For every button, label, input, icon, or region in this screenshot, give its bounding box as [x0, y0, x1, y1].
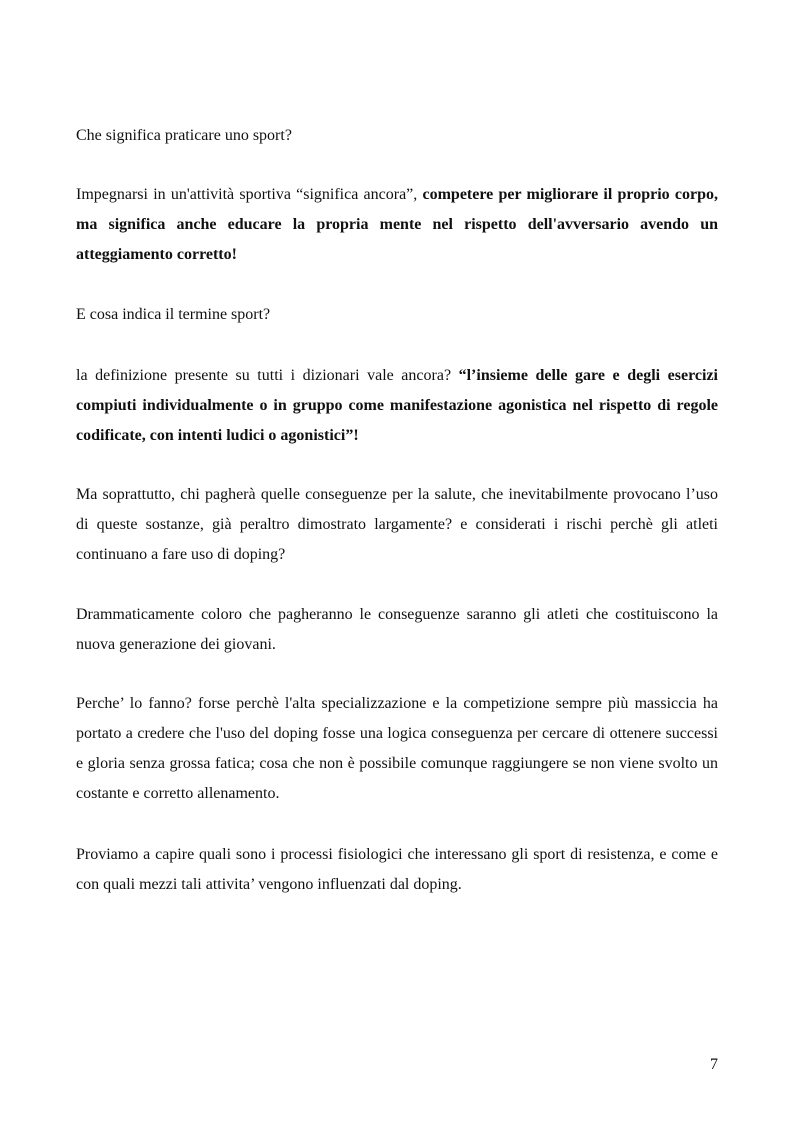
paragraph-young-generation	[76, 600, 718, 660]
paragraph-text: Che significa praticare uno sport?	[76, 127, 292, 144]
paragraph-text: Drammaticamente coloro che pagheranno le conseguenze saranno gli atleti che costituiscono la nuova generazione dei giovani.	[76, 606, 718, 653]
paragraph-text: la definizione presente su tutti i dizionari vale ancora?	[76, 367, 459, 384]
paragraph-health-consequences	[76, 480, 718, 570]
paragraph-bold-text: “l’insieme delle gare e degli esercizi compiuti individualmente o in gruppo come manifestazione agonistica nel rispetto di regole codificate, con intenti ludici o agonistici”!	[76, 367, 718, 444]
paragraph-bold-text: competere per migliorare il proprio corpo, ma significa anche educare la propria mente nel rispetto dell'avversario avendo un atteggiamento corretto!	[76, 186, 718, 263]
paragraph-text: E cosa indica il termine sport?	[76, 306, 271, 323]
paragraph-text: Ma soprattutto, chi pagherà quelle conseguenze per la salute, che inevitabilmente provocano l’uso di queste sostanze, già peraltro dimostrato largamente? e considerati i rischi perchè gli atleti continuano a fare uso di doping?	[76, 486, 718, 563]
paragraph-question-term-sport	[76, 300, 718, 330]
paragraph-why-doping	[76, 689, 718, 809]
page-number: 7	[710, 1056, 718, 1073]
paragraph-text: Proviamo a capire quali sono i processi fisiologici che interessano gli sport di resistenza, e come e con quali mezzi tali attivita’ vengono influenzati dal doping.	[76, 846, 718, 893]
paragraph-text: Impegnarsi in un'attività sportiva “significa ancora”,	[76, 186, 423, 203]
paragraph-question-sport-meaning	[76, 121, 718, 151]
paragraph-dictionary-definition	[76, 361, 718, 451]
paragraph-text: Perche’ lo fanno? forse perchè l'alta specializzazione e la competizione sempre più massiccia ha portato a credere che l'uso del doping fosse una logica conseguenza per cercare di ottenere successi e gloria senza grossa fatica; cosa che non è possibile comunque raggiungere se non viene svolto un costante e corretto allenamento.	[76, 695, 718, 802]
paragraph-sport-commitment	[76, 180, 718, 270]
paragraph-physiological-processes	[76, 840, 718, 900]
